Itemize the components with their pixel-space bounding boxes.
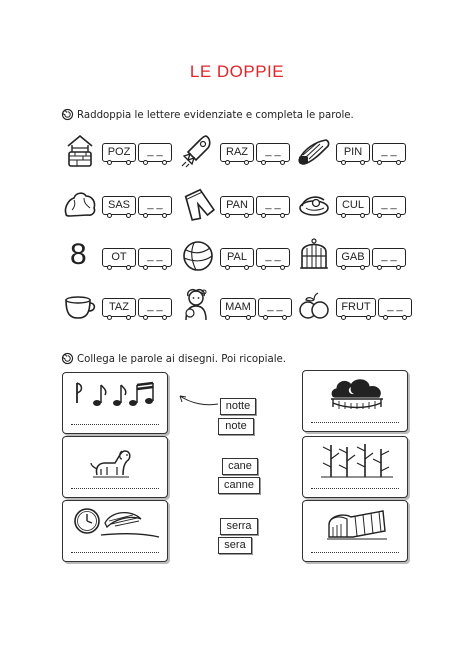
blank-box[interactable]: _ _ <box>378 298 412 317</box>
panel-night-cloud[interactable] <box>302 370 408 432</box>
spiral-icon <box>62 353 73 364</box>
word-box-sas: SAS <box>102 196 136 215</box>
well-icon <box>62 132 98 168</box>
panel-clock-fan[interactable] <box>62 500 168 562</box>
blank-box[interactable]: _ _ <box>138 143 172 162</box>
blank-box[interactable]: _ _ <box>138 248 172 267</box>
word-tag-note[interactable]: note <box>218 418 254 435</box>
blank-box[interactable]: _ _ <box>258 298 292 317</box>
blank-box[interactable]: _ _ <box>256 196 290 215</box>
panel-greenhouse[interactable] <box>302 500 408 562</box>
word-box-mam: MAM <box>220 298 256 317</box>
fruit-icon <box>296 288 332 324</box>
spiral-icon <box>62 109 73 120</box>
ball-icon <box>180 238 216 274</box>
copy-line[interactable] <box>311 488 399 489</box>
exercise-2-instruction-text: Collega le parole ai disegni. Poi ricopiale. <box>77 354 287 365</box>
greenhouse-icon <box>325 505 389 543</box>
flipper-icon <box>296 132 332 168</box>
night-cloud-icon <box>327 375 387 413</box>
word-tag-notte[interactable]: notte <box>220 398 256 415</box>
word-box-pin: PIN <box>336 143 370 162</box>
blank-box[interactable]: _ _ <box>256 143 290 162</box>
copy-line[interactable] <box>71 424 159 425</box>
word-tag-canne[interactable]: canne <box>218 477 260 494</box>
mother-icon <box>178 286 214 322</box>
clock-fan-icon <box>71 505 161 541</box>
blank-box[interactable]: _ _ <box>256 248 290 267</box>
dog-icon <box>89 443 133 479</box>
word-box-raz: RAZ <box>220 143 254 162</box>
panel-dog[interactable] <box>62 436 168 498</box>
panel-reeds[interactable] <box>302 436 408 498</box>
arrow-icon <box>176 392 220 412</box>
crib-icon <box>296 186 332 222</box>
cup-icon <box>62 288 98 324</box>
panel-music-notes[interactable] <box>62 372 168 434</box>
word-tag-serra[interactable]: serra <box>220 518 258 535</box>
rock-icon <box>62 186 98 222</box>
blank-box[interactable]: _ _ <box>138 196 172 215</box>
exercise-1-instruction-text: Raddoppia le lettere evidenziate e completa le parole. <box>77 110 354 121</box>
word-box-pal: PAL <box>220 248 254 267</box>
copy-line[interactable] <box>71 488 159 489</box>
word-box-gab: GAB <box>336 248 370 267</box>
word-box-poz: POZ <box>102 143 136 162</box>
exercise-1-instruction <box>62 109 354 121</box>
music-notes-icon <box>73 379 159 409</box>
exercise-2-instruction <box>62 353 286 365</box>
copy-line[interactable] <box>311 422 399 423</box>
rocket-icon <box>180 132 216 168</box>
copy-line[interactable] <box>71 552 159 553</box>
word-box-cul: CUL <box>336 196 370 215</box>
word-box-taz: TAZ <box>102 298 136 317</box>
blank-box[interactable]: _ _ <box>372 248 406 267</box>
reeds-icon <box>317 441 397 479</box>
word-box-ot: OT <box>102 248 136 267</box>
eight-digit: 8 <box>70 238 87 271</box>
page-title: LE DOPPIE <box>189 62 285 81</box>
blank-box[interactable]: _ _ <box>372 143 406 162</box>
word-tag-cane[interactable]: cane <box>222 458 258 475</box>
copy-line[interactable] <box>311 552 399 553</box>
word-tag-sera[interactable]: sera <box>218 537 252 554</box>
word-box-pan: PAN <box>220 196 254 215</box>
blank-box[interactable]: _ _ <box>138 298 172 317</box>
trousers-icon <box>180 186 216 222</box>
blank-box[interactable]: _ _ <box>372 196 406 215</box>
cage-icon <box>296 236 332 272</box>
word-box-frut: FRUT <box>336 298 376 317</box>
